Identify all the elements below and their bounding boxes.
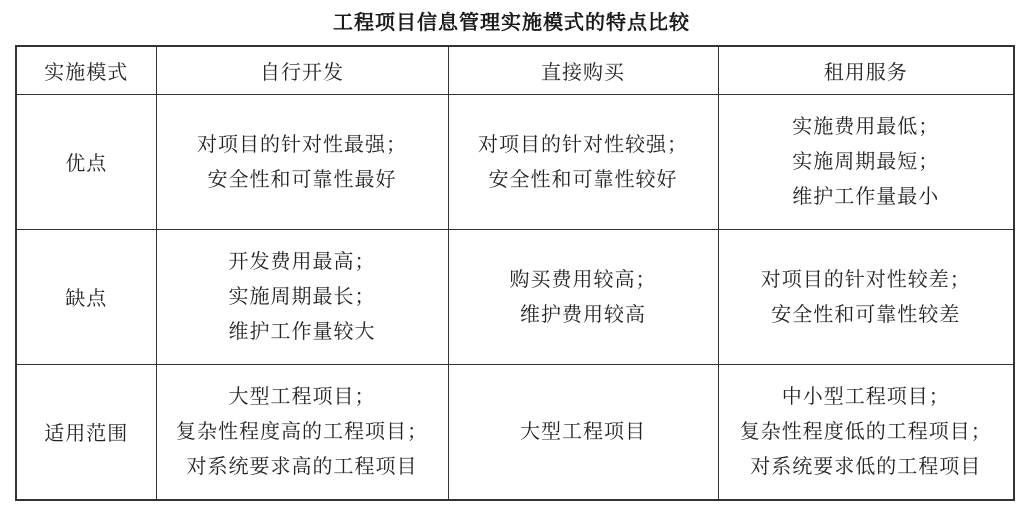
row-label-advantages: 优点 bbox=[16, 94, 156, 229]
cell-line: 对项目的针对性最强； bbox=[197, 131, 407, 156]
cell-line: 中小型工程项目； bbox=[781, 384, 950, 409]
cell-line: 安全性和可靠性较差 bbox=[771, 301, 961, 326]
cell-line: 复杂性程度高的工程项目； bbox=[176, 419, 428, 444]
cell-line: 安全性和可靠性最好 bbox=[207, 166, 397, 191]
header-mode: 实施模式 bbox=[16, 46, 156, 94]
cell-line: 维护费用较高 bbox=[520, 301, 646, 326]
cell-advantages-self-develop bbox=[156, 94, 448, 229]
table-row-disadvantages bbox=[16, 229, 1014, 364]
header-direct-purchase: 直接购买 bbox=[448, 46, 718, 94]
cell-line: 安全性和可靠性较好 bbox=[488, 166, 678, 191]
row-label-scope: 适用范围 bbox=[16, 364, 156, 500]
cell-scope-direct-purchase bbox=[448, 364, 718, 500]
header-row bbox=[16, 46, 1014, 94]
cell-advantages-direct-purchase bbox=[448, 94, 718, 229]
cell-line: 大型工程项目 bbox=[520, 419, 646, 444]
header-rental-service: 租用服务 bbox=[718, 46, 1014, 94]
cell-advantages-rental-service bbox=[718, 94, 1014, 229]
row-label-disadvantages: 缺点 bbox=[16, 229, 156, 364]
cell-line: 维护工作量最小 bbox=[792, 184, 940, 208]
cell-line: 实施周期最短； bbox=[792, 149, 940, 173]
header-self-develop: 自行开发 bbox=[156, 46, 448, 94]
cell-disadvantages-self-develop bbox=[156, 229, 448, 364]
cell-line: 维护工作量较大 bbox=[228, 319, 376, 343]
cell-line: 对项目的针对性较强； bbox=[478, 131, 688, 156]
cell-disadvantages-direct-purchase bbox=[448, 229, 718, 364]
cell-line: 对系统要求低的工程项目 bbox=[750, 454, 982, 479]
cell-line: 大型工程项目； bbox=[228, 384, 376, 409]
cell-line: 对系统要求高的工程项目 bbox=[186, 454, 418, 479]
table-row-advantages bbox=[16, 94, 1014, 229]
cell-disadvantages-rental-service bbox=[718, 229, 1014, 364]
cell-line: 复杂性程度低的工程项目； bbox=[739, 419, 992, 444]
cell-scope-rental-service bbox=[718, 364, 1014, 500]
comparison-table bbox=[15, 45, 1015, 501]
cell-line: 购买费用较高； bbox=[509, 266, 657, 291]
cell-line: 实施周期最长； bbox=[228, 284, 376, 308]
cell-scope-self-develop bbox=[156, 364, 448, 500]
cell-line: 对项目的针对性较差； bbox=[760, 266, 971, 291]
table-title: 工程项目信息管理实施模式的特点比较 bbox=[333, 10, 690, 34]
cell-line: 开发费用最高； bbox=[228, 249, 376, 273]
cell-line: 实施费用最低； bbox=[792, 114, 940, 138]
table-row-scope bbox=[16, 364, 1014, 500]
